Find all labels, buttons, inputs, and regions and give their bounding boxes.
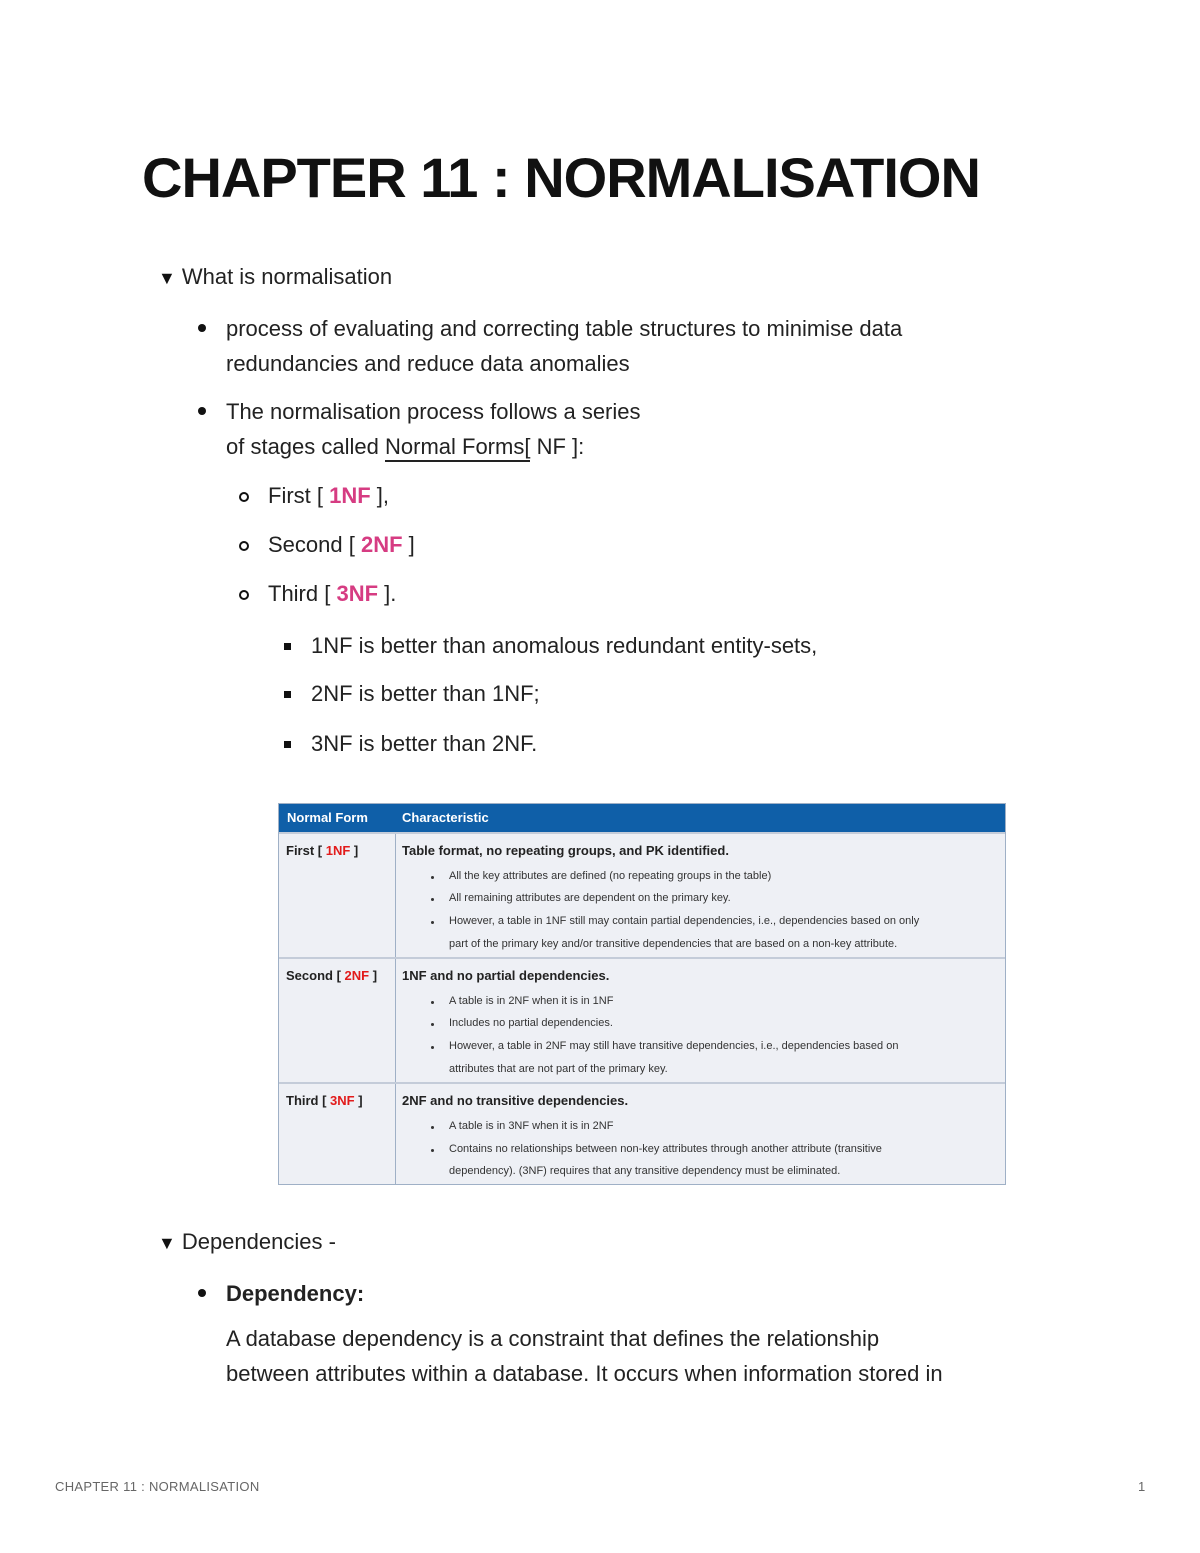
bullet-text-line: The normalisation process follows a series — [226, 399, 641, 424]
form-label: First [ — [268, 483, 330, 508]
toggle-what-is-normalisation[interactable] — [158, 262, 392, 293]
row-normal-form — [286, 1093, 363, 1108]
bullet-text-line: redundancies and reduce data anomalies — [226, 351, 630, 376]
form-label-suffix: ] — [402, 532, 415, 557]
footer-title: CHAPTER 11 : NORMALISATION — [55, 1479, 260, 1494]
spacer — [226, 1311, 1086, 1321]
bullet-circle-icon — [239, 492, 249, 502]
row-item: Includes no partial dependencies. — [449, 1017, 613, 1029]
row-item: A table is in 2NF when it is in 1NF — [449, 995, 614, 1007]
nf-tag: 3NF — [336, 581, 379, 606]
row-name-text: ] — [350, 843, 359, 858]
toggle-dependencies[interactable] — [158, 1227, 336, 1258]
row-normal-form — [286, 968, 377, 983]
list-item-second-nf — [268, 530, 415, 560]
normal-forms-table — [278, 803, 1006, 1185]
list-item: 2NF is better than 1NF; — [311, 681, 540, 706]
row-item-continuation: part of the primary key and/or transitive dependencies that are based on a non-key attribute. — [449, 938, 898, 950]
row-item: A table is in 3NF when it is in 2NF — [449, 1120, 614, 1132]
form-label: Third [ — [268, 581, 337, 606]
normal-forms-term: Normal Forms[ — [385, 434, 530, 462]
triangle-down-icon[interactable]: ▼ — [158, 268, 176, 288]
bullet-disc-icon — [431, 876, 434, 879]
bullet-text-fragment: NF ]: — [530, 434, 585, 459]
nf-tag: 1NF — [329, 483, 371, 508]
list-item — [226, 1276, 1086, 1391]
toggle-heading-label: What is normalisation — [181, 264, 393, 289]
bullet-circle-icon — [239, 590, 249, 600]
table-row — [279, 832, 1005, 959]
bullet-disc-icon — [431, 1001, 434, 1004]
bullet-disc-icon — [431, 1126, 434, 1129]
form-label: Second [ — [268, 532, 361, 557]
form-label-suffix: ]. — [378, 581, 397, 606]
row-item: However, a table in 1NF still may contain partial dependencies, i.e., dependencies based on only — [449, 915, 920, 927]
row-nf-tag: 3NF — [330, 1093, 355, 1108]
list-item: 1NF is better than anomalous redundant entity-sets, — [311, 633, 818, 658]
list-item-third-nf — [268, 579, 396, 609]
row-name-text: Second [ — [286, 968, 345, 983]
dependency-term: Dependency: — [226, 1281, 365, 1306]
row-item-continuation: attributes that are not part of the primary key. — [449, 1063, 668, 1075]
list-item: 3NF is better than 2NF. — [311, 731, 538, 756]
paragraph-line: A database dependency is a constraint that defines the relationship — [226, 1326, 880, 1351]
bullet-text-line — [226, 429, 1086, 464]
row-item: All remaining attributes are dependent on the primary key. — [449, 892, 731, 904]
list-item-first-nf — [268, 481, 389, 511]
bullet-disc-icon — [431, 1149, 434, 1152]
bullet-disc-icon — [431, 898, 434, 901]
nf-tag: 2NF — [360, 532, 403, 557]
form-label-suffix: ], — [370, 483, 390, 508]
bullet-disc-icon — [431, 921, 434, 924]
row-name-text: First [ — [286, 843, 326, 858]
table-header — [279, 804, 1005, 832]
row-normal-form — [286, 843, 358, 858]
row-nf-tag: 1NF — [325, 843, 351, 858]
bullet-text-fragment: of stages called — [226, 434, 379, 459]
bullet-square-icon — [284, 643, 291, 650]
bullet-circle-icon — [239, 541, 249, 551]
bullet-disc-icon — [198, 407, 206, 415]
row-item: All the key attributes are defined (no repeating groups in the table) — [449, 870, 772, 882]
table-row — [279, 1082, 1005, 1186]
row-characteristic-title: 2NF and no transitive dependencies. — [402, 1093, 629, 1108]
row-name-text: Third [ — [286, 1093, 331, 1108]
bullet-square-icon — [284, 741, 291, 748]
bullet-text-line: process of evaluating and correcting table structures to minimise data — [226, 316, 903, 341]
bullet-disc-icon — [431, 1023, 434, 1026]
bullet-disc-icon — [431, 1046, 434, 1049]
row-name-text: ] — [354, 1093, 363, 1108]
toggle-heading-label: Dependencies - — [181, 1229, 336, 1254]
row-item-continuation: dependency). (3NF) requires that any transitive dependency must be eliminated. — [449, 1165, 841, 1177]
paragraph-line: between attributes within a database. It occurs when information stored in — [226, 1361, 943, 1386]
bullet-disc-icon — [198, 1289, 206, 1297]
bullet-disc-icon — [198, 324, 206, 332]
table-row — [279, 957, 1005, 1084]
triangle-down-icon[interactable]: ▼ — [158, 1233, 176, 1253]
list-item — [226, 394, 1086, 464]
row-item: Contains no relationships between non-key attributes through another attribute (transitive — [449, 1143, 882, 1155]
list-item — [226, 311, 1086, 381]
row-item: However, a table in 2NF may still have transitive dependencies, i.e., dependencies based on — [449, 1040, 899, 1052]
row-name-text: ] — [369, 968, 378, 983]
row-nf-tag: 2NF — [344, 968, 370, 983]
page-title: CHAPTER 11 : NORMALISATION — [142, 146, 980, 209]
column-header-characteristic: Characteristic — [402, 810, 489, 825]
column-header-normal-form: Normal Form — [287, 810, 368, 825]
row-characteristic-title: 1NF and no partial dependencies. — [402, 968, 610, 983]
row-characteristic-title: Table format, no repeating groups, and PK identified. — [402, 843, 729, 858]
bullet-square-icon — [284, 691, 291, 698]
page-number: 1 — [1138, 1479, 1146, 1494]
